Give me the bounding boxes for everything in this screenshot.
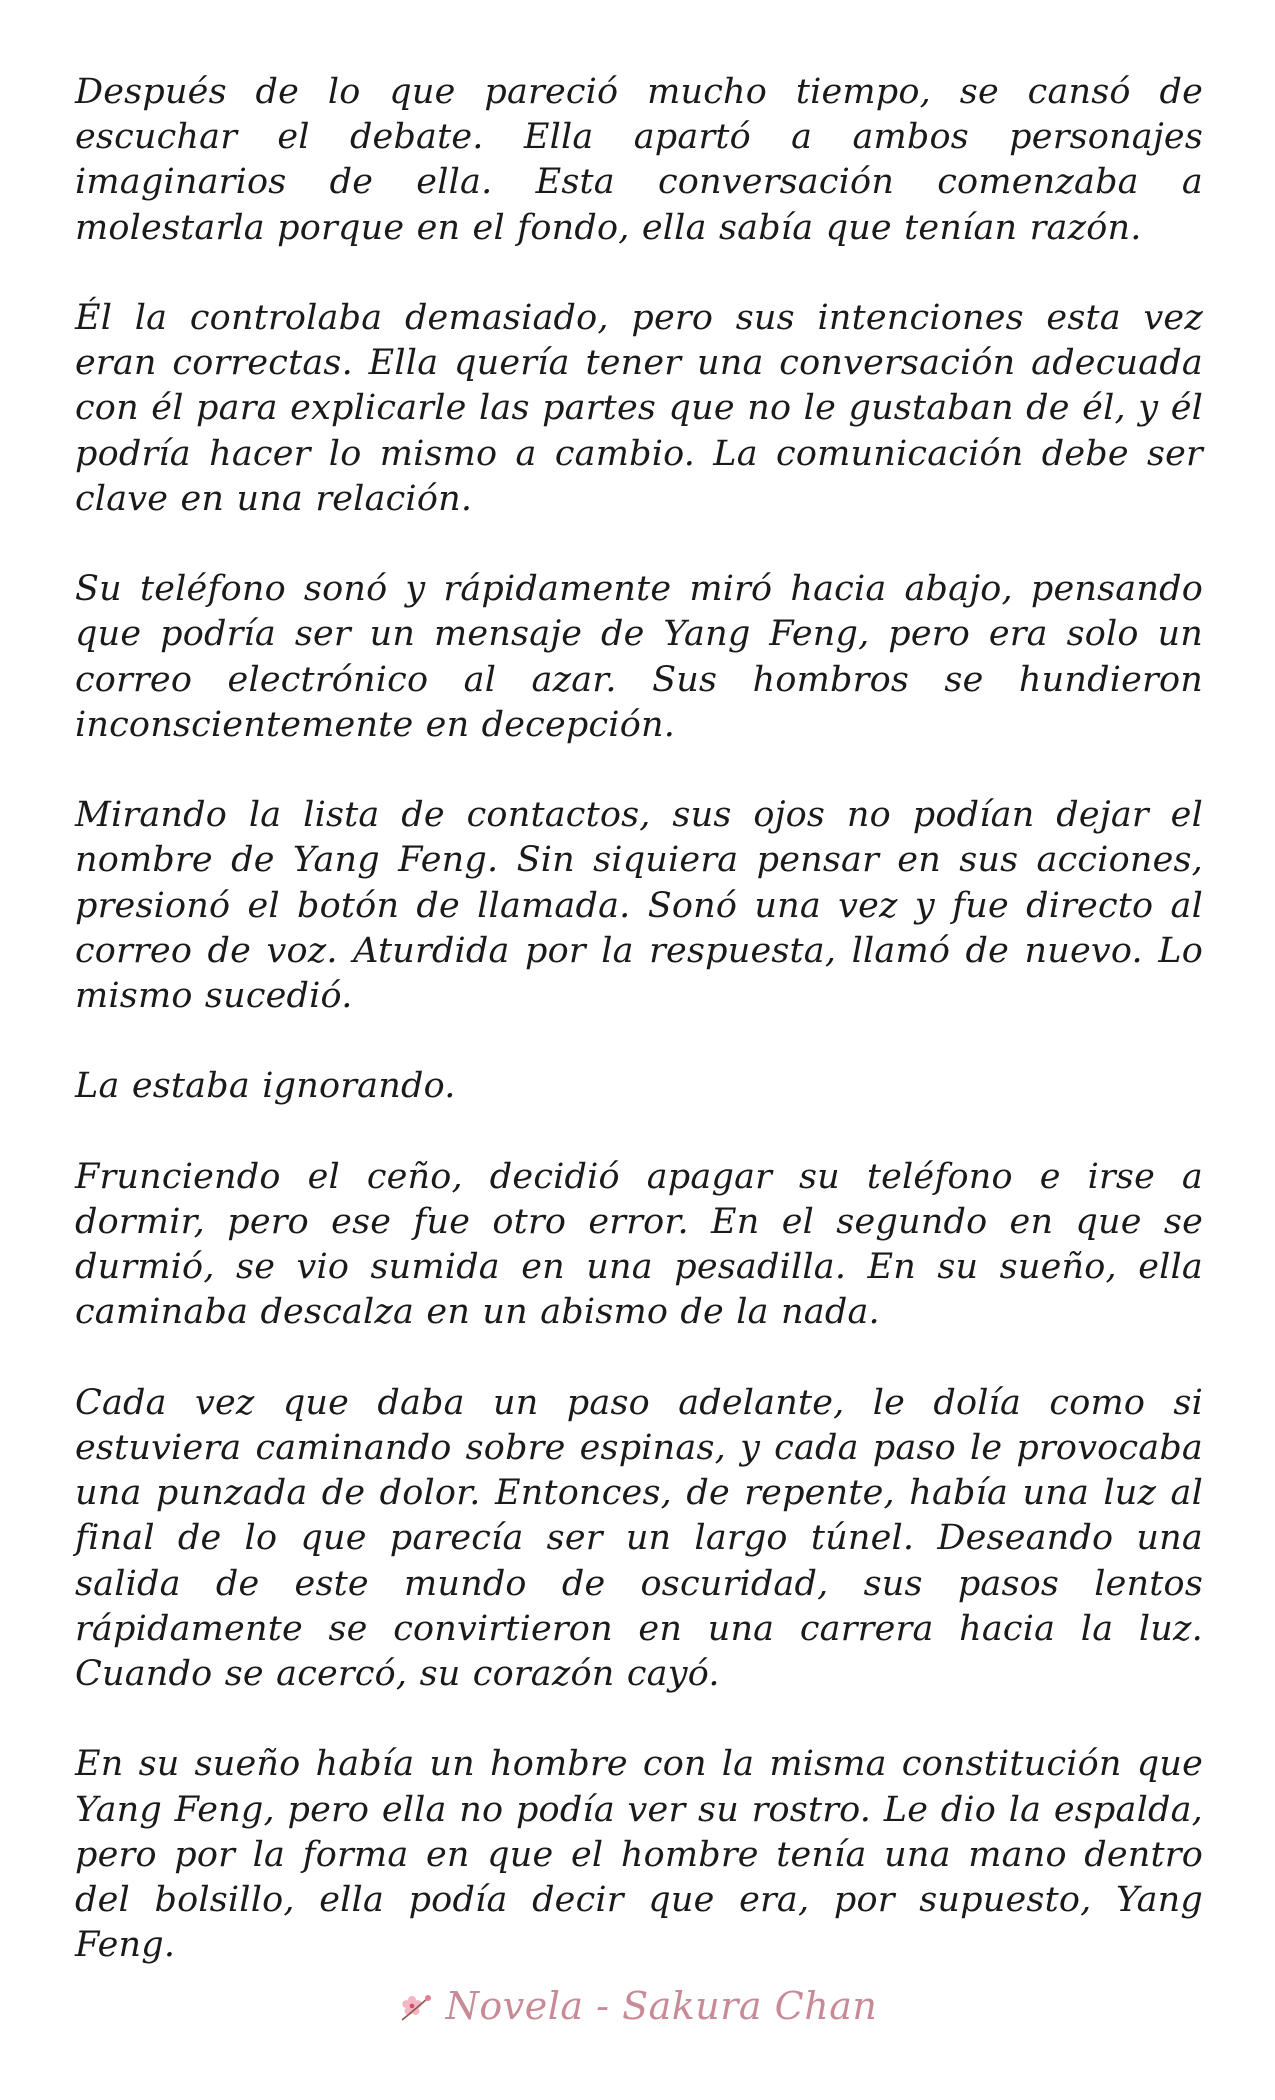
- paragraph-5: La estaba ignorando.: [75, 1066, 456, 1107]
- paragraph-7: Cada vez que daba un paso adelante, le dolía como si estuviera caminando sobre espinas, y cada paso le provocaba una punzada de dolor. Entonces, de repente, había una luz al final de lo que parecía ser un largo túnel. Deseando una salida de este mundo de oscuridad, sus pasos lentos rápidamente se convirtieron en una carrera hacia la luz. Cuando se acercó, su corazón cayó.: [75, 1382, 1203, 1695]
- watermark-text: Novela - Sakura Chan: [445, 1984, 878, 2028]
- paragraph-8: En su sueño había un hombre con la misma constitución que Yang Feng, pero ella no podía ver su rostro. Le dio la espalda, pero por la forma en que el hombre tenía una mano dentro del bolsillo, ella podía decir que era, por supuesto, Yang Feng.: [75, 1744, 1203, 1966]
- paragraph-1: Después de lo que pareció mucho tiempo, se cansó de escuchar el debate. Ella apartó a ambos personajes imaginarios de ella. Esta conversación comenzaba a molestarla porque en el fondo, ella sabía que tenían razón.: [75, 72, 1203, 248]
- document-body: [75, 70, 1203, 2014]
- cherry-blossom-icon: [398, 1986, 438, 2026]
- watermark: [0, 1984, 1275, 2028]
- paragraph-6: Frunciendo el ceño, decidió apagar su teléfono e irse a dormir, pero ese fue otro error. En el segundo en que se durmió, se vio sumida en una pesadilla. En su sueño, ella caminaba descalza en un abismo de la nada.: [75, 1156, 1203, 1333]
- paragraph-2: Él la controlaba demasiado, pero sus intenciones esta vez eran correctas. Ella quería tener una conversación adecuada con él para explicarle las partes que no le gustaban de él, y él podría hacer lo mismo a cambio. La comunicación debe ser clave en una relación.: [75, 298, 1203, 519]
- paragraph-4: Mirando la lista de contactos, sus ojos no podían dejar el nombre de Yang Feng. Sin siquiera pensar en sus acciones, presionó el botón de llamada. Sonó una vez y fue directo al correo de voz. Aturdida por la respuesta, llamó de nuevo. Lo mismo sucedió.: [75, 795, 1203, 1017]
- paragraph-3: Su teléfono sonó y rápidamente miró hacia abajo, pensando que podría ser un mensaje de Yang Feng, pero era solo un correo electrónico al azar. Sus hombros se hundieron inconscientemente en decepción.: [75, 569, 1203, 745]
